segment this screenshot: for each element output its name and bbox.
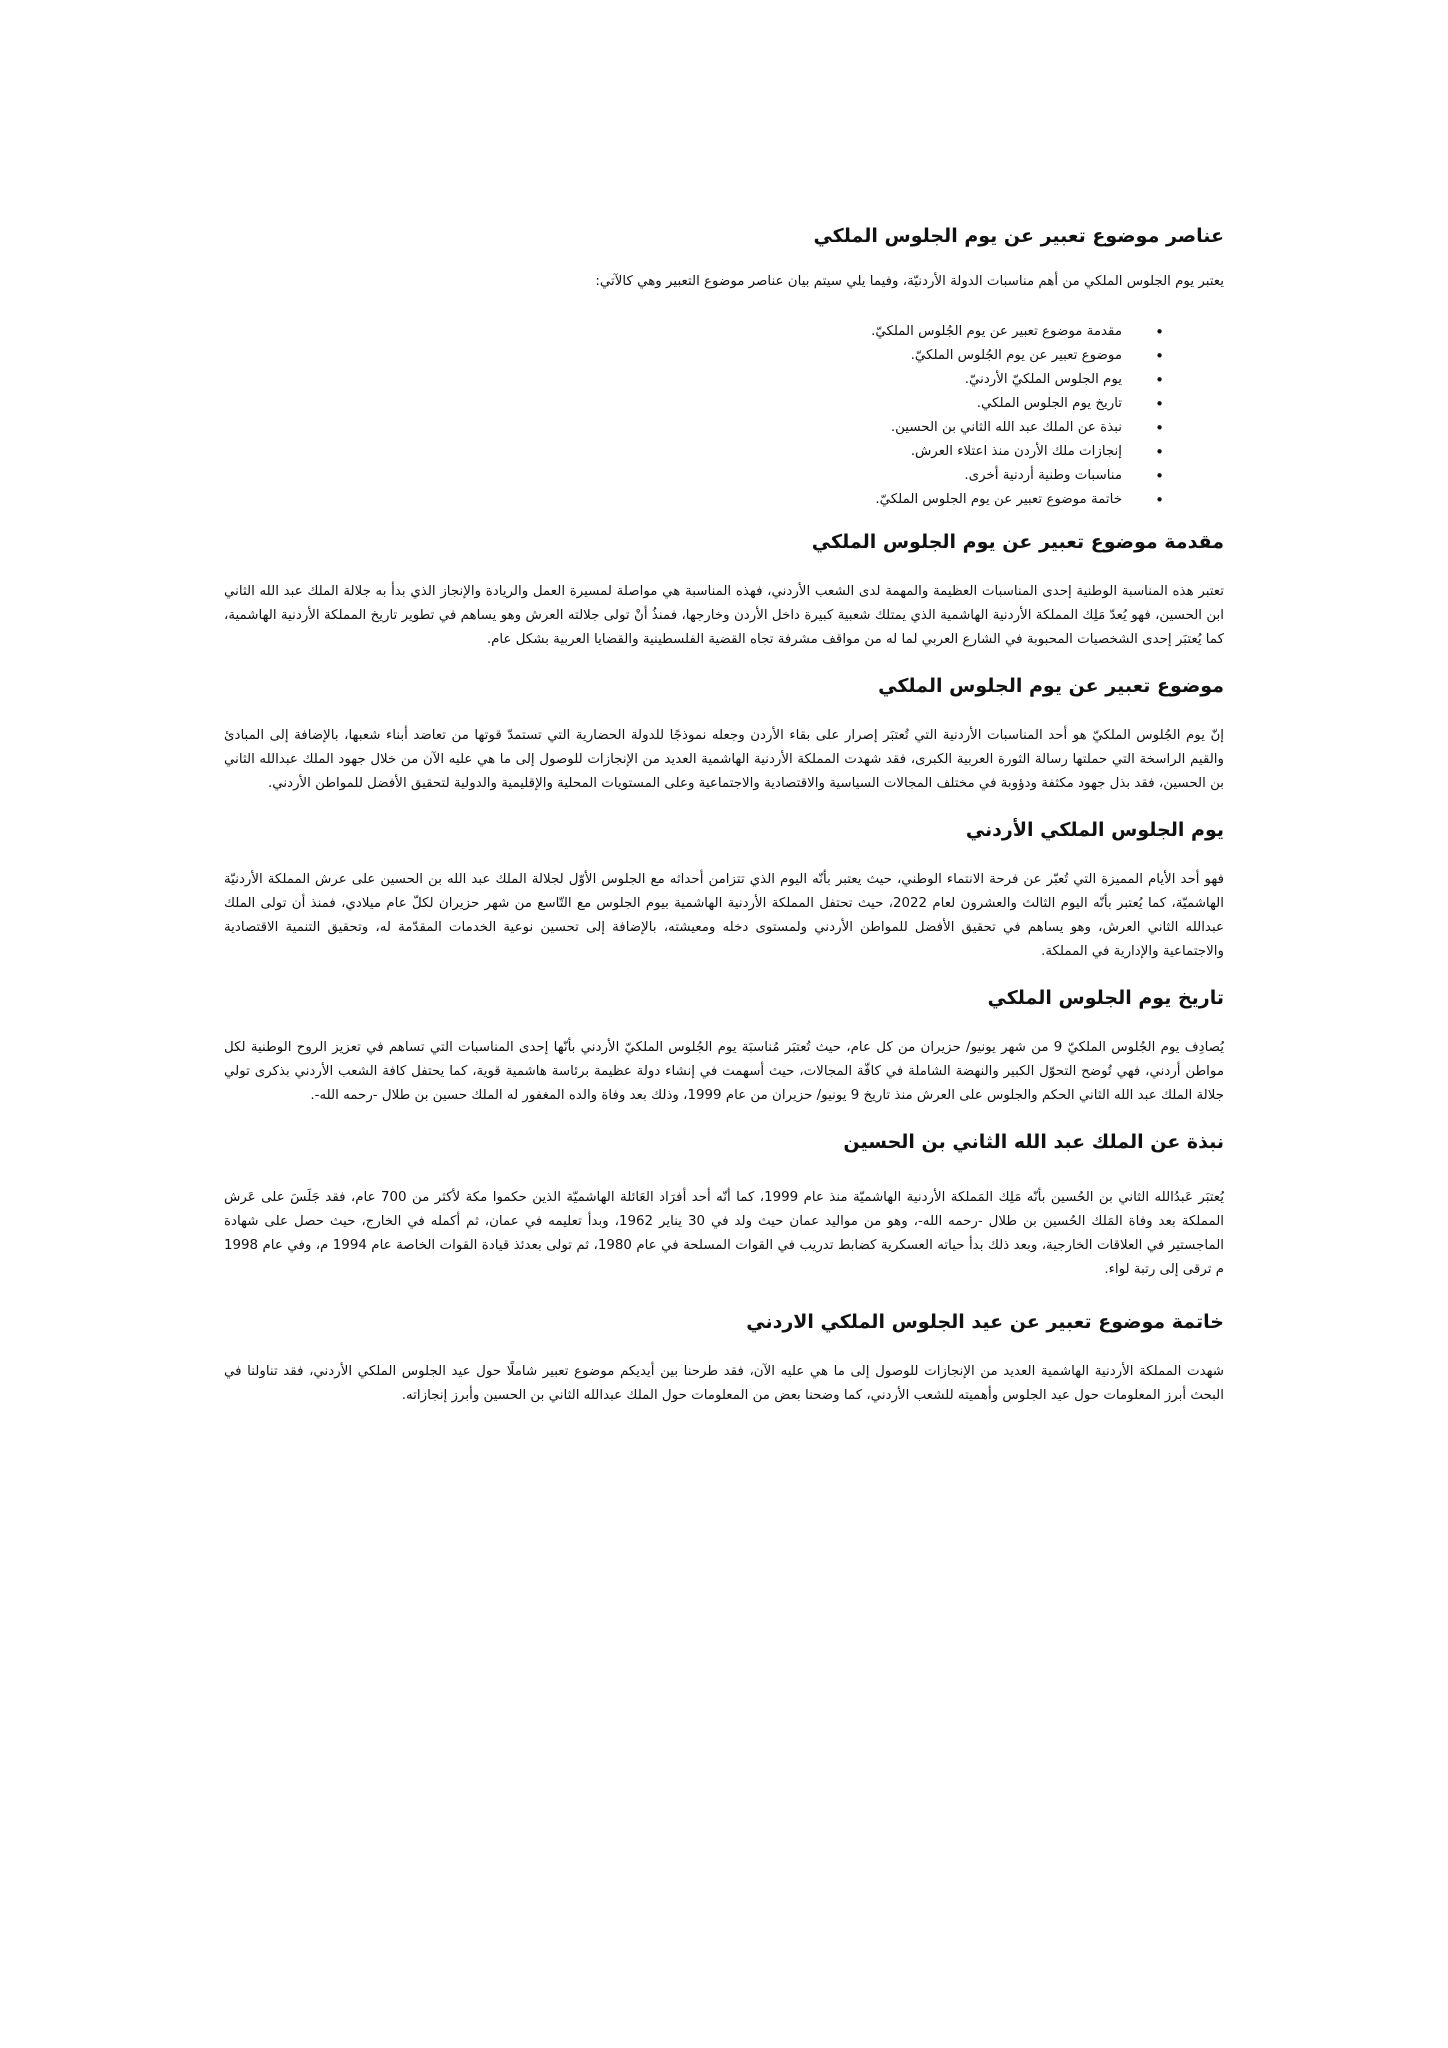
section-jordanian-day (224, 816, 1224, 964)
section-heading: نبذة عن الملك عبد الله الثاني بن الحسين (843, 1131, 1224, 1153)
section-paragraph: فهو أحد الأيام المميزة التي تُعبّر عن فرحة الانتماء الوطني، حيث يعتبر بأنّه اليوم الذي تتزامن أحداثه مع الجلوس الأوّل لجلالة الملك عبد الله بن الحسين على عرش المملكة الأردنيّة الهاشميّة، كما يُعتبر بأنّه اليوم الثالث والعشرون لعام 2022، حيث تحتفل المملكة الأردنية الهاشمية بيوم الجلوس مع التّاسع من شهر حزيران لكلّ عام ميلادي، فمنذ أن تولى الملك عبدالله الثاني العرش، وهو يساهم في تحقيق الأفضل للمواطن الأردني ولمستوى دخله ومعيشته، بالإضافة إلى تحسين نوعية الخدمات المقدّمة له، وتحقيق التنمية الاقتصادية والاجتماعية والإدارية في المملكة. (224, 872, 1224, 959)
section-paragraph: شهدت المملكة الأردنية الهاشمية العديد من الإنجازات للوصول إلى ما هي عليه الآن، فقد طرحنا بين أيديكم موضوع تعبير شاملًا حول عيد الجلوس الملكي الأردني، فقد تناولنا في البحث أبرز المعلومات حول عيد الجلوس وأهميته للشعب الأردني، كما وضحنا بعض من المعلومات حول الملك عبدالله الثاني بن الحسين وأبرز إنجازاته. (224, 1364, 1224, 1403)
section-paragraph: تعتبر هذه المناسبة الوطنية إحدى المناسبات العظيمة والمهمة لدى الشعب الأردني، فهذه المناسبة هي مواصلة لمسيرة العمل والريادة والإنجاز الذي بدأ به جلالة الملك عبد الله الثاني ابن الحسين، فهو يُعدّ مَلِك المملكة الأردنية الهاشمية الذي يمتلك شعبية كبيرة داخل الأردن وخارجها، فمنذُ أنْ تولى جلالته العرش وهو يساهم في تطوير تاريخ المملكة الأردنية الهاشمية، كما يُعتبَر إحدى الشخصيات المحبوبة في الشارع العربي لما له من مواقف مشرفة تجاه القضية الفلسطينية والقضايا العربية بشكل عام. (224, 584, 1224, 647)
section-paragraph: يُصادِف يوم الجُلوس الملكيّ 9 من شهر يونيو/ حزيران من كل عام، حيث تُعتبَر مُناسبَة يوم الجُلوس الملكيّ الأردني بأنّها إحدى المناسبات التي تساهم في تعزيز الروح الوطنية لكل مواطن أردني، فهي تُوضح التحوّل الكبير والنهضة الشاملة في كافّة المجالات، حيث أسهمت في إنشاء دولة عظيمة برئاسة هاشمية قوية، كما يحتفل كافة الشعب الأردني بذكرى تولي جلالة الملك عبد الله الثاني الحكم والجلوس على العرش منذ تاريخ 9 يونيو/ حزيران من عام 1999، وذلك بعد وفاة والده المغفور له الملك حسين بن طلال -رحمه الله-. (224, 1040, 1224, 1103)
section-paragraph: إنّ يوم الجُلوس الملكيّ هو أحد المناسبات الأردنية التي تُعتبَر إصرار على بقاء الأردن وجعله نموذجًا للدولة الحضارية التي تستمدّ قوتها من تعاضد أبناء شعبها، بالإضافة إلى المبادئ والقيم الراسخة التي حملتها رسالة الثورة العربية الكبرى، فقد شهدت المملكة الأردنية الهاشمية العديد من الإنجازات للوصول إلى ما هي عليه الآن من خلال جهود الملك عبدالله الثاني بن الحسين، فقد بذل جهود مكثفة ودؤوبة في مختلف المجالات السياسية والاقتصادية والاجتماعية وعلى المستويات المحلية والإقليمية والدولية لتحقيق الأفضل للمواطن الأردني. (224, 728, 1224, 791)
document-title: عناصر موضوع تعبير عن يوم الجلوس الملكي (813, 225, 1224, 247)
section-heading: يوم الجلوس الملكي الأردني (965, 819, 1224, 841)
section-conclusion (224, 1308, 1224, 1408)
section-heading: خاتمة موضوع تعبير عن عيد الجلوس الملكي الاردني (746, 1311, 1224, 1333)
section-heading: موضوع تعبير عن يوم الجلوس الملكي (878, 675, 1224, 697)
section-introduction (224, 528, 1224, 652)
document-page (224, 222, 1224, 1408)
section-paragraph: يُعتبَر عَبدُالله الثاني بن الحُسين بأنّه مَلِك المَملكة الأردنية الهاشميّة منذ عام 1999، كما أنّه أحد أفرَاد العَائلة الهاشميّة الذين حكموا مكة لأكثر من 700 عام، فقد جَلَسَ على عَرش المملكة بعد وفاة المَلك الحُسين بن طلال -رحمه الله-، وهو من مواليد عمان حيث ولد في 30 يناير 1962، وبدأ تعليمه في عمان، ثم أكمله في الخارج، حيث حصل على شهادة الماجستير في العلاقات الخارجية، وبعد ذلك بدأ حياته العسكرية كضابط تدريب في القوات المسلحة في عام 1980، ثم تولى بعدئذ قيادة القوات الخاصة عام 1994 م، وفي عام 1998 م ترقى إلى رتبة لواء. (224, 1190, 1225, 1277)
list-item: • نبذة عن الملك عبد الله الثاني بن الحسين. (224, 416, 1164, 440)
list-item: • يوم الجلوس الملكيّ الأردنيّ. (224, 368, 1164, 392)
list-item: • إنجازات ملك الأردن منذ اعتلاء العرش. (224, 440, 1164, 464)
list-item: • مقدمة موضوع تعبير عن يوم الجُلوس الملكيّ. (224, 320, 1164, 344)
list-item: • خاتمة موضوع تعبير عن يوم الجلوس الملكيّ. (224, 488, 1164, 512)
elements-list (224, 320, 1224, 512)
section-topic (224, 672, 1224, 796)
section-heading: مقدمة موضوع تعبير عن يوم الجلوس الملكي (811, 531, 1224, 553)
list-item: • مناسبات وطنية أردنية أخرى. (224, 464, 1164, 488)
section-heading: تاريخ يوم الجلوس الملكي (987, 987, 1224, 1009)
intro-paragraph: يعتبر يوم الجلوس الملكي من أهم مناسبات الدولة الأردنيّة، وفيما يلي سيتم بيان عناصر موضوع التعبير وهي كالآتي: (595, 274, 1224, 289)
list-item: • موضوع تعبير عن يوم الجُلوس الملكيّ. (224, 344, 1164, 368)
list-item: • تاريخ يوم الجلوس الملكي. (224, 392, 1164, 416)
section-date (224, 984, 1224, 1108)
section-king-bio (224, 1128, 1224, 1282)
